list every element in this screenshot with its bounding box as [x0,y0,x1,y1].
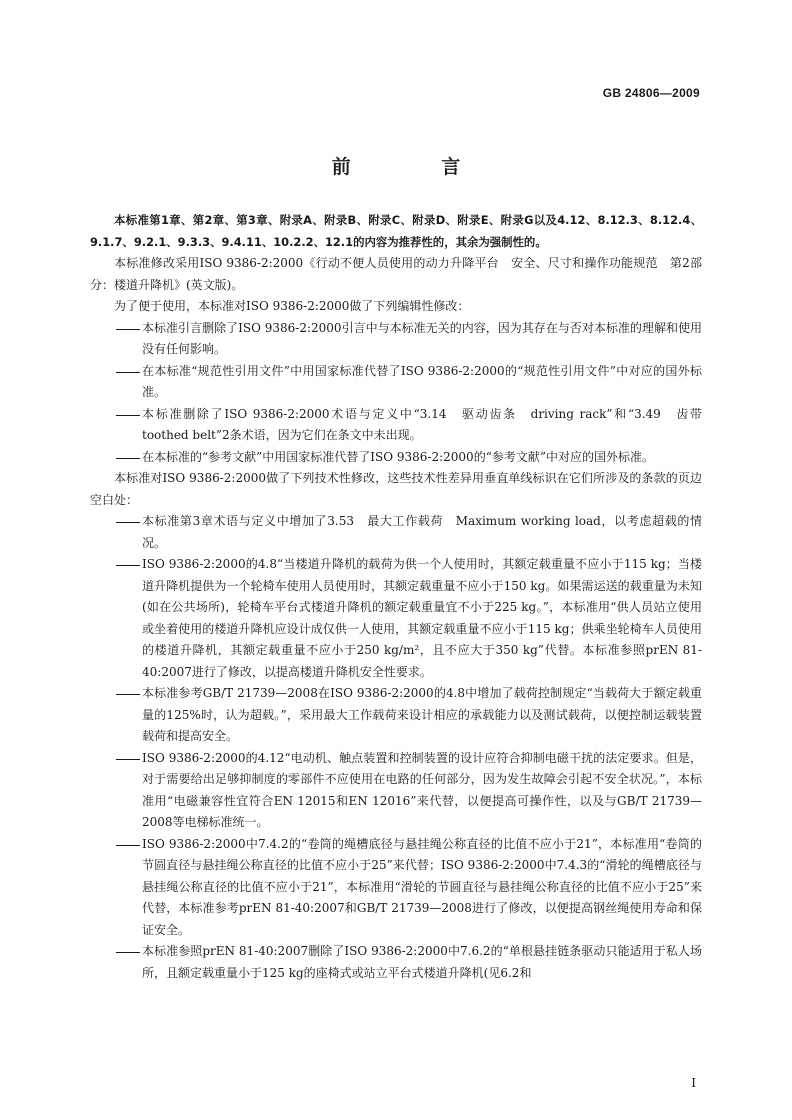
editorial-intro: 为了便于使用，本标准对ISO 9386-2:2000做了下列编辑性修改： [114,299,470,313]
list-item: 本标准引言删除了ISO 9386-2:2000引言中与本标准无关的内容，因为其存在与否对本标准的理解和使用没有任何影响。 [142,320,702,356]
list-item: ISO 9386-2:2000的4.12“电动机、触点装置和控制装置的设计应符合抑制电磁干扰的法定要求。但是，对于需要给出足够抑制度的零部件不应使用在电路的任何部分，因为发生故障会引起不安全状况。”，本标准用“电磁兼容性宜符合EN 12015和EN 12016”来代替，以便提高可操作性，以及与GB/T 21739—2008等电梯标准统一。 [142,750,702,829]
page-title: 前 言 [331,156,503,178]
list-item: 在本标准的“参考文献”中用国家标准代替了ISO 9386-2:2000的“参考文献”中对应的国外标准。 [142,449,654,464]
list-item: 本标准参照prEN 81-40:2007删除了ISO 9386-2:2000中7.6.2的“单根悬挂链条驱动只能适用于私人场所，且额定载重量小于125 kg的座椅式或站立平台式楼道升降机(见6.2和 [142,944,702,980]
list-item: 本标准参考GB/T 21739—2008在ISO 9386-2:2000的4.8中增加了载荷控制规定“当载荷大于额定载重量的125%时，认为超载。”，采用最大工作载荷来设计相应的承载能力以及测试载荷，以便控制运载装置载荷和提高安全。 [142,686,702,743]
list-item: ISO 9386-2:2000中7.4.2的“卷筒的绳槽底径与悬挂绳公称直径的比值不应小于21”，本标准用“卷筒的节圆直径与悬挂绳公称直径的比值不应小于25”来代替；ISO 9386-2:2000中7.4.3的“滑轮的绳槽底径与悬挂绳公称直径的比值不应小于21”，本标准用“滑轮的节圆直径与悬挂绳公称直径的比值不应小于25”来代替，本标准参考prEN 81-40:2007和GB/T 21739—2008进行了修改，以便提高钢丝绳使用寿命和保证安全。 [142,836,702,937]
page-number: I [691,1076,696,1090]
adoption-statement: 本标准修改采用ISO 9386-2:2000《行动不便人员使用的动力升降平台 安全、尺寸和操作功能规范 第2部分：楼道升降机》(英文版)。 [90,256,702,292]
list-item: 本标准第3章术语与定义中增加了3.53 最大工作载荷 Maximum working load，以考虑超载的情况。 [142,514,702,550]
list-item: 本标准删除了ISO 9386-2:2000术语与定义中“3.14 驱动齿条 driving rack”和“3.49 齿带 toothed belt”2条术语，因为它们在条文中未出现。 [142,406,715,442]
standard-code: GB 24806—2009 [602,86,700,100]
normative-statement: 本标准第1章、第2章、第3章、附录A、附录B、附录C、附录D、附录E、附录G以及4.12、8.12.3、8.12.4、9.1.7、9.2.1、9.3.3、9.4.11、10.2.2、12.1的内容为推荐性的，其余为强制性的。 [90,213,702,249]
foreword-body [90,210,715,984]
technical-intro: 本标准对ISO 9386-2:2000做了下列技术性修改，这些技术性差异用垂直单线标识在它们所涉及的条款的页边空白处： [90,471,702,507]
list-item: 在本标准“规范性引用文件”中用国家标准代替了ISO 9386-2:2000的“规范性引用文件”中对应的国外标准。 [142,363,702,399]
list-item: ISO 9386-2:2000的4.8“当楼道升降机的载荷为供一个人使用时，其额定载重量不应小于115 kg；当楼道升降机提供为一个轮椅车使用人员使用时，其额定载重量不应小于150 kg。如果需运送的载重量为未知(如在公共场所)，轮椅车平台式楼道升降机的额定载重量宜不小于225 kg。”，本标准用“供人员站立使用或坐着使用的楼道升降机应设计成仅供一人使用，其额定载重量不应小于115 kg；供乘坐轮椅车人员使用的楼道升降机，其额定载重量不应小于250 kg/m²，且不应大于350 kg”代替。本标准参照prEN 81-40:2007进行了修改，以提高楼道升降机安全性要求。 [142,557,702,679]
